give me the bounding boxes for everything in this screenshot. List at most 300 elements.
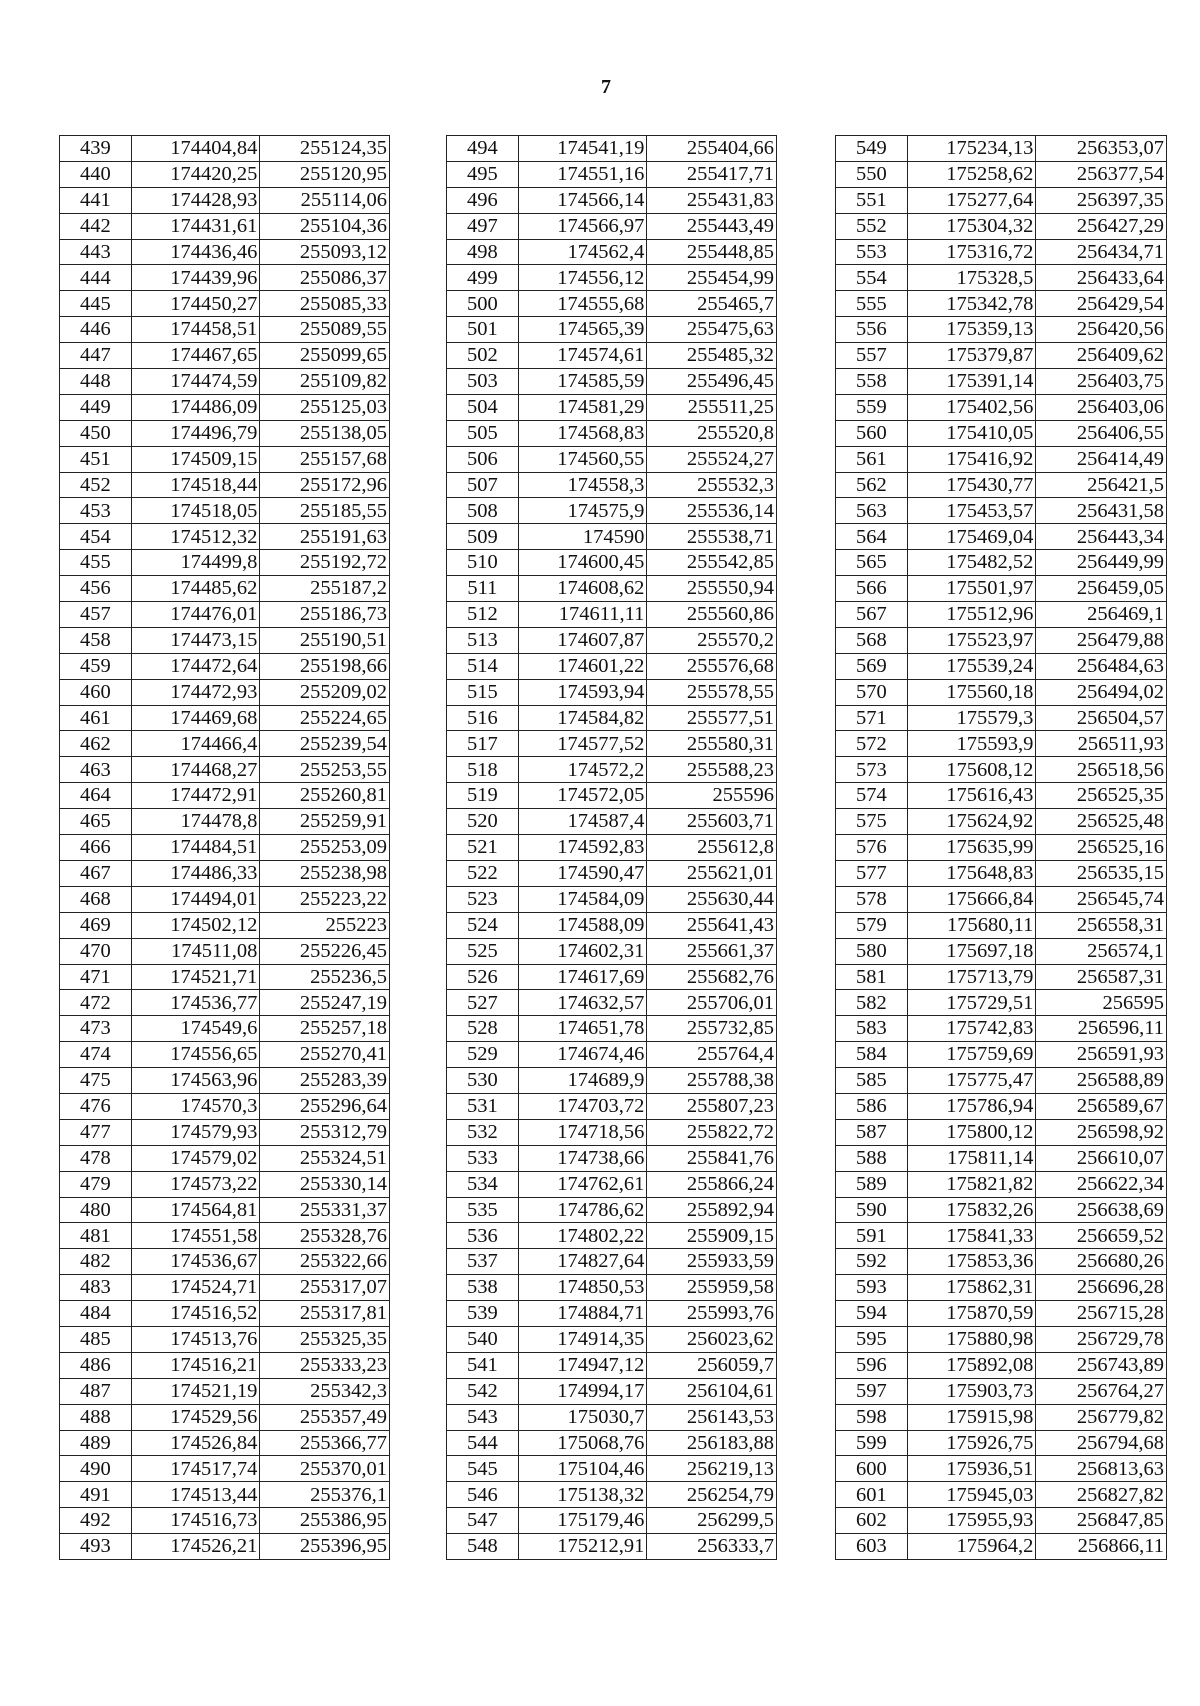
table-row bbox=[60, 1404, 390, 1430]
table-row bbox=[60, 239, 390, 265]
point-number-cell: 569 bbox=[836, 653, 908, 679]
y-coordinate-cell: 256659,52 bbox=[1036, 1223, 1167, 1249]
point-number-cell: 495 bbox=[447, 161, 519, 187]
table-row bbox=[447, 1093, 777, 1119]
y-coordinate-cell: 255396,95 bbox=[260, 1534, 390, 1560]
x-coordinate-cell: 174468,27 bbox=[131, 757, 260, 783]
x-coordinate-cell: 174518,05 bbox=[131, 498, 260, 524]
x-coordinate-cell: 174472,93 bbox=[131, 679, 260, 705]
point-number-cell: 492 bbox=[60, 1508, 132, 1534]
table-row bbox=[447, 394, 777, 420]
point-number-cell: 446 bbox=[60, 317, 132, 343]
table-row bbox=[836, 886, 1167, 912]
y-coordinate-cell: 255465,7 bbox=[647, 291, 777, 317]
y-coordinate-cell: 256059,7 bbox=[647, 1352, 777, 1378]
point-number-cell: 463 bbox=[60, 757, 132, 783]
table-row bbox=[836, 1534, 1167, 1560]
point-number-cell: 459 bbox=[60, 653, 132, 679]
y-coordinate-cell: 255443,49 bbox=[647, 213, 777, 239]
table-row bbox=[60, 1171, 390, 1197]
x-coordinate-cell: 174404,84 bbox=[131, 136, 260, 162]
y-coordinate-cell: 255331,37 bbox=[260, 1197, 390, 1223]
table-row bbox=[447, 1456, 777, 1482]
coordinates-table-3 bbox=[835, 135, 1167, 1560]
table-row bbox=[836, 239, 1167, 265]
point-number-cell: 568 bbox=[836, 627, 908, 653]
y-coordinate-cell: 255328,76 bbox=[260, 1223, 390, 1249]
point-number-cell: 557 bbox=[836, 343, 908, 369]
x-coordinate-cell: 174484,51 bbox=[131, 835, 260, 861]
point-number-cell: 528 bbox=[447, 1016, 519, 1042]
x-coordinate-cell: 174590 bbox=[518, 524, 647, 550]
y-coordinate-cell: 255933,59 bbox=[647, 1249, 777, 1275]
table-row bbox=[60, 394, 390, 420]
table-row bbox=[447, 835, 777, 861]
point-number-cell: 464 bbox=[60, 783, 132, 809]
table-row bbox=[447, 679, 777, 705]
x-coordinate-cell: 174556,12 bbox=[518, 265, 647, 291]
x-coordinate-cell: 174499,8 bbox=[131, 550, 260, 576]
y-coordinate-cell: 256504,57 bbox=[1036, 705, 1167, 731]
y-coordinate-cell: 256595 bbox=[1036, 990, 1167, 1016]
table-row bbox=[836, 265, 1167, 291]
x-coordinate-cell: 175104,46 bbox=[518, 1456, 647, 1482]
point-number-cell: 577 bbox=[836, 860, 908, 886]
point-number-cell: 585 bbox=[836, 1068, 908, 1094]
table-row bbox=[60, 1042, 390, 1068]
y-coordinate-cell: 256511,93 bbox=[1036, 731, 1167, 757]
y-coordinate-cell: 255192,72 bbox=[260, 550, 390, 576]
y-coordinate-cell: 255536,14 bbox=[647, 498, 777, 524]
point-number-cell: 485 bbox=[60, 1326, 132, 1352]
point-number-cell: 476 bbox=[60, 1093, 132, 1119]
point-number-cell: 567 bbox=[836, 602, 908, 628]
y-coordinate-cell: 255448,85 bbox=[647, 239, 777, 265]
y-coordinate-cell: 255157,68 bbox=[260, 446, 390, 472]
point-number-cell: 511 bbox=[447, 576, 519, 602]
point-number-cell: 497 bbox=[447, 213, 519, 239]
y-coordinate-cell: 255370,01 bbox=[260, 1456, 390, 1482]
x-coordinate-cell: 174494,01 bbox=[131, 886, 260, 912]
x-coordinate-cell: 175212,91 bbox=[518, 1534, 647, 1560]
table-row bbox=[836, 602, 1167, 628]
y-coordinate-cell: 256680,26 bbox=[1036, 1249, 1167, 1275]
x-coordinate-cell: 174585,59 bbox=[518, 369, 647, 395]
x-coordinate-cell: 175453,57 bbox=[907, 498, 1036, 524]
coordinates-table-1 bbox=[59, 135, 390, 1560]
table-row bbox=[60, 1456, 390, 1482]
point-number-cell: 594 bbox=[836, 1301, 908, 1327]
point-number-cell: 543 bbox=[447, 1404, 519, 1430]
y-coordinate-cell: 255104,36 bbox=[260, 213, 390, 239]
point-number-cell: 457 bbox=[60, 602, 132, 628]
x-coordinate-cell: 175616,43 bbox=[907, 783, 1036, 809]
y-coordinate-cell: 256696,28 bbox=[1036, 1275, 1167, 1301]
point-number-cell: 523 bbox=[447, 886, 519, 912]
x-coordinate-cell: 175680,11 bbox=[907, 912, 1036, 938]
table-row bbox=[836, 343, 1167, 369]
table-row bbox=[447, 705, 777, 731]
table-row bbox=[60, 990, 390, 1016]
x-coordinate-cell: 174651,78 bbox=[518, 1016, 647, 1042]
x-coordinate-cell: 175713,79 bbox=[907, 964, 1036, 990]
point-number-cell: 512 bbox=[447, 602, 519, 628]
x-coordinate-cell: 174439,96 bbox=[131, 265, 260, 291]
y-coordinate-cell: 255764,4 bbox=[647, 1042, 777, 1068]
x-coordinate-cell: 174762,61 bbox=[518, 1171, 647, 1197]
x-coordinate-cell: 174566,14 bbox=[518, 187, 647, 213]
point-number-cell: 532 bbox=[447, 1119, 519, 1145]
table-row bbox=[60, 136, 390, 162]
table-row bbox=[447, 860, 777, 886]
point-number-cell: 445 bbox=[60, 291, 132, 317]
x-coordinate-cell: 174703,72 bbox=[518, 1093, 647, 1119]
x-coordinate-cell: 175416,92 bbox=[907, 446, 1036, 472]
table-row bbox=[447, 1301, 777, 1327]
point-number-cell: 590 bbox=[836, 1197, 908, 1223]
point-number-cell: 484 bbox=[60, 1301, 132, 1327]
point-number-cell: 579 bbox=[836, 912, 908, 938]
table-row bbox=[836, 1301, 1167, 1327]
x-coordinate-cell: 174526,84 bbox=[131, 1430, 260, 1456]
x-coordinate-cell: 174431,61 bbox=[131, 213, 260, 239]
y-coordinate-cell: 256587,31 bbox=[1036, 964, 1167, 990]
table-row bbox=[836, 1378, 1167, 1404]
table-row bbox=[60, 1275, 390, 1301]
point-number-cell: 468 bbox=[60, 886, 132, 912]
y-coordinate-cell: 255822,72 bbox=[647, 1119, 777, 1145]
y-coordinate-cell: 255866,24 bbox=[647, 1171, 777, 1197]
point-number-cell: 527 bbox=[447, 990, 519, 1016]
x-coordinate-cell: 175328,5 bbox=[907, 265, 1036, 291]
x-coordinate-cell: 174562,4 bbox=[518, 239, 647, 265]
table-row bbox=[60, 731, 390, 757]
x-coordinate-cell: 175926,75 bbox=[907, 1430, 1036, 1456]
x-coordinate-cell: 174632,57 bbox=[518, 990, 647, 1016]
table-row bbox=[60, 317, 390, 343]
point-number-cell: 544 bbox=[447, 1430, 519, 1456]
point-number-cell: 480 bbox=[60, 1197, 132, 1223]
y-coordinate-cell: 255588,23 bbox=[647, 757, 777, 783]
x-coordinate-cell: 175853,36 bbox=[907, 1249, 1036, 1275]
point-number-cell: 591 bbox=[836, 1223, 908, 1249]
table-row bbox=[447, 1430, 777, 1456]
table-row bbox=[60, 1301, 390, 1327]
point-number-cell: 587 bbox=[836, 1119, 908, 1145]
point-number-cell: 596 bbox=[836, 1352, 908, 1378]
x-coordinate-cell: 174850,53 bbox=[518, 1275, 647, 1301]
y-coordinate-cell: 255223 bbox=[260, 912, 390, 938]
point-number-cell: 597 bbox=[836, 1378, 908, 1404]
y-coordinate-cell: 255191,63 bbox=[260, 524, 390, 550]
point-number-cell: 560 bbox=[836, 420, 908, 446]
y-coordinate-cell: 256299,5 bbox=[647, 1508, 777, 1534]
x-coordinate-cell: 175179,46 bbox=[518, 1508, 647, 1534]
point-number-cell: 473 bbox=[60, 1016, 132, 1042]
point-number-cell: 469 bbox=[60, 912, 132, 938]
y-coordinate-cell: 255661,37 bbox=[647, 938, 777, 964]
point-number-cell: 455 bbox=[60, 550, 132, 576]
x-coordinate-cell: 174436,46 bbox=[131, 239, 260, 265]
point-number-cell: 522 bbox=[447, 860, 519, 886]
y-coordinate-cell: 255520,8 bbox=[647, 420, 777, 446]
x-coordinate-cell: 174509,15 bbox=[131, 446, 260, 472]
y-coordinate-cell: 255454,99 bbox=[647, 265, 777, 291]
x-coordinate-cell: 175786,94 bbox=[907, 1093, 1036, 1119]
point-number-cell: 490 bbox=[60, 1456, 132, 1482]
table-row bbox=[60, 1430, 390, 1456]
y-coordinate-cell: 255496,45 bbox=[647, 369, 777, 395]
x-coordinate-cell: 174560,55 bbox=[518, 446, 647, 472]
point-number-cell: 451 bbox=[60, 446, 132, 472]
point-number-cell: 452 bbox=[60, 472, 132, 498]
point-number-cell: 515 bbox=[447, 679, 519, 705]
table-row bbox=[60, 576, 390, 602]
y-coordinate-cell: 255114,06 bbox=[260, 187, 390, 213]
y-coordinate-cell: 255630,44 bbox=[647, 886, 777, 912]
y-coordinate-cell: 256715,28 bbox=[1036, 1301, 1167, 1327]
table-row bbox=[60, 627, 390, 653]
y-coordinate-cell: 256377,54 bbox=[1036, 161, 1167, 187]
table-row bbox=[447, 550, 777, 576]
point-number-cell: 503 bbox=[447, 369, 519, 395]
point-number-cell: 498 bbox=[447, 239, 519, 265]
x-coordinate-cell: 175832,26 bbox=[907, 1197, 1036, 1223]
point-number-cell: 479 bbox=[60, 1171, 132, 1197]
point-number-cell: 472 bbox=[60, 990, 132, 1016]
y-coordinate-cell: 255538,71 bbox=[647, 524, 777, 550]
table-row bbox=[836, 990, 1167, 1016]
y-coordinate-cell: 256827,82 bbox=[1036, 1482, 1167, 1508]
table-row bbox=[836, 1326, 1167, 1352]
table-row bbox=[447, 1482, 777, 1508]
y-coordinate-cell: 256333,7 bbox=[647, 1534, 777, 1560]
x-coordinate-cell: 174584,82 bbox=[518, 705, 647, 731]
point-number-cell: 556 bbox=[836, 317, 908, 343]
table-row bbox=[60, 1352, 390, 1378]
point-number-cell: 467 bbox=[60, 860, 132, 886]
x-coordinate-cell: 174476,01 bbox=[131, 602, 260, 628]
y-coordinate-cell: 255603,71 bbox=[647, 809, 777, 835]
y-coordinate-cell: 256443,34 bbox=[1036, 524, 1167, 550]
y-coordinate-cell: 256622,34 bbox=[1036, 1171, 1167, 1197]
point-number-cell: 535 bbox=[447, 1197, 519, 1223]
y-coordinate-cell: 255253,09 bbox=[260, 835, 390, 861]
point-number-cell: 595 bbox=[836, 1326, 908, 1352]
table-row bbox=[60, 1326, 390, 1352]
y-coordinate-cell: 256406,55 bbox=[1036, 420, 1167, 446]
table-row bbox=[447, 136, 777, 162]
x-coordinate-cell: 174588,09 bbox=[518, 912, 647, 938]
y-coordinate-cell: 256764,27 bbox=[1036, 1378, 1167, 1404]
table-row bbox=[836, 317, 1167, 343]
x-coordinate-cell: 175512,96 bbox=[907, 602, 1036, 628]
x-coordinate-cell: 175234,13 bbox=[907, 136, 1036, 162]
point-number-cell: 447 bbox=[60, 343, 132, 369]
table-row bbox=[836, 1404, 1167, 1430]
table-row bbox=[836, 576, 1167, 602]
y-coordinate-cell: 255253,55 bbox=[260, 757, 390, 783]
table-row bbox=[836, 757, 1167, 783]
table-row bbox=[447, 1042, 777, 1068]
x-coordinate-cell: 174458,51 bbox=[131, 317, 260, 343]
x-coordinate-cell: 175936,51 bbox=[907, 1456, 1036, 1482]
table-row bbox=[836, 1249, 1167, 1275]
point-number-cell: 465 bbox=[60, 809, 132, 835]
x-coordinate-cell: 174592,83 bbox=[518, 835, 647, 861]
point-number-cell: 558 bbox=[836, 369, 908, 395]
y-coordinate-cell: 255682,76 bbox=[647, 964, 777, 990]
table-row bbox=[447, 1068, 777, 1094]
y-coordinate-cell: 255376,1 bbox=[260, 1482, 390, 1508]
y-coordinate-cell: 255198,66 bbox=[260, 653, 390, 679]
x-coordinate-cell: 175955,93 bbox=[907, 1508, 1036, 1534]
table-row bbox=[60, 291, 390, 317]
point-number-cell: 520 bbox=[447, 809, 519, 835]
point-number-cell: 496 bbox=[447, 187, 519, 213]
table-row bbox=[60, 653, 390, 679]
point-number-cell: 601 bbox=[836, 1482, 908, 1508]
point-number-cell: 586 bbox=[836, 1093, 908, 1119]
point-number-cell: 442 bbox=[60, 213, 132, 239]
y-coordinate-cell: 256525,16 bbox=[1036, 835, 1167, 861]
x-coordinate-cell: 174573,22 bbox=[131, 1171, 260, 1197]
point-number-cell: 566 bbox=[836, 576, 908, 602]
x-coordinate-cell: 174466,4 bbox=[131, 731, 260, 757]
x-coordinate-cell: 174472,91 bbox=[131, 783, 260, 809]
table-row bbox=[60, 498, 390, 524]
point-number-cell: 449 bbox=[60, 394, 132, 420]
x-coordinate-cell: 174607,87 bbox=[518, 627, 647, 653]
point-number-cell: 537 bbox=[447, 1249, 519, 1275]
x-coordinate-cell: 175539,24 bbox=[907, 653, 1036, 679]
y-coordinate-cell: 255283,39 bbox=[260, 1068, 390, 1094]
x-coordinate-cell: 175469,04 bbox=[907, 524, 1036, 550]
table-row bbox=[836, 1016, 1167, 1042]
point-number-cell: 574 bbox=[836, 783, 908, 809]
x-coordinate-cell: 175523,97 bbox=[907, 627, 1036, 653]
x-coordinate-cell: 175945,03 bbox=[907, 1482, 1036, 1508]
point-number-cell: 547 bbox=[447, 1508, 519, 1534]
point-number-cell: 559 bbox=[836, 394, 908, 420]
point-number-cell: 521 bbox=[447, 835, 519, 861]
table-row bbox=[60, 705, 390, 731]
table-row bbox=[60, 757, 390, 783]
y-coordinate-cell: 255342,3 bbox=[260, 1378, 390, 1404]
point-number-cell: 460 bbox=[60, 679, 132, 705]
point-number-cell: 530 bbox=[447, 1068, 519, 1094]
x-coordinate-cell: 174502,12 bbox=[131, 912, 260, 938]
point-number-cell: 578 bbox=[836, 886, 908, 912]
x-coordinate-cell: 175402,56 bbox=[907, 394, 1036, 420]
point-number-cell: 477 bbox=[60, 1119, 132, 1145]
y-coordinate-cell: 255706,01 bbox=[647, 990, 777, 1016]
y-coordinate-cell: 255296,64 bbox=[260, 1093, 390, 1119]
y-coordinate-cell: 255226,45 bbox=[260, 938, 390, 964]
table-row bbox=[447, 1145, 777, 1171]
table-row bbox=[447, 1223, 777, 1249]
point-number-cell: 584 bbox=[836, 1042, 908, 1068]
y-coordinate-cell: 256104,61 bbox=[647, 1378, 777, 1404]
coordinates-table-2 bbox=[446, 135, 777, 1560]
table-row bbox=[447, 239, 777, 265]
y-coordinate-cell: 256535,15 bbox=[1036, 860, 1167, 886]
point-number-cell: 441 bbox=[60, 187, 132, 213]
x-coordinate-cell: 175430,77 bbox=[907, 472, 1036, 498]
y-coordinate-cell: 255485,32 bbox=[647, 343, 777, 369]
table-row bbox=[60, 524, 390, 550]
point-number-cell: 501 bbox=[447, 317, 519, 343]
y-coordinate-cell: 256638,69 bbox=[1036, 1197, 1167, 1223]
table-row bbox=[60, 1223, 390, 1249]
y-coordinate-cell: 255238,98 bbox=[260, 860, 390, 886]
y-coordinate-cell: 255807,23 bbox=[647, 1093, 777, 1119]
y-coordinate-cell: 255209,02 bbox=[260, 679, 390, 705]
y-coordinate-cell: 256219,13 bbox=[647, 1456, 777, 1482]
y-coordinate-cell: 256431,58 bbox=[1036, 498, 1167, 524]
y-coordinate-cell: 255322,66 bbox=[260, 1249, 390, 1275]
point-number-cell: 444 bbox=[60, 265, 132, 291]
point-number-cell: 529 bbox=[447, 1042, 519, 1068]
y-coordinate-cell: 255190,51 bbox=[260, 627, 390, 653]
table-row bbox=[836, 1430, 1167, 1456]
y-coordinate-cell: 256589,67 bbox=[1036, 1093, 1167, 1119]
x-coordinate-cell: 174802,22 bbox=[518, 1223, 647, 1249]
y-coordinate-cell: 255317,81 bbox=[260, 1301, 390, 1327]
table-row bbox=[836, 187, 1167, 213]
point-number-cell: 471 bbox=[60, 964, 132, 990]
y-coordinate-cell: 256866,11 bbox=[1036, 1534, 1167, 1560]
point-number-cell: 439 bbox=[60, 136, 132, 162]
point-number-cell: 575 bbox=[836, 809, 908, 835]
y-coordinate-cell: 255324,51 bbox=[260, 1145, 390, 1171]
x-coordinate-cell: 175821,82 bbox=[907, 1171, 1036, 1197]
y-coordinate-cell: 256558,31 bbox=[1036, 912, 1167, 938]
table-row bbox=[836, 136, 1167, 162]
table-row bbox=[836, 679, 1167, 705]
page-number: 7 bbox=[601, 76, 611, 98]
table-row bbox=[60, 602, 390, 628]
point-number-cell: 513 bbox=[447, 627, 519, 653]
y-coordinate-cell: 256743,89 bbox=[1036, 1352, 1167, 1378]
table-row bbox=[60, 1093, 390, 1119]
table-row bbox=[836, 291, 1167, 317]
x-coordinate-cell: 174566,97 bbox=[518, 213, 647, 239]
table-row bbox=[836, 1456, 1167, 1482]
table-row bbox=[447, 1404, 777, 1430]
point-number-cell: 550 bbox=[836, 161, 908, 187]
table-row bbox=[836, 472, 1167, 498]
table-row bbox=[60, 1016, 390, 1042]
point-number-cell: 488 bbox=[60, 1404, 132, 1430]
table-row bbox=[447, 886, 777, 912]
table-row bbox=[60, 446, 390, 472]
y-coordinate-cell: 255560,86 bbox=[647, 602, 777, 628]
y-coordinate-cell: 255404,66 bbox=[647, 136, 777, 162]
point-number-cell: 443 bbox=[60, 239, 132, 265]
table-row bbox=[836, 835, 1167, 861]
point-number-cell: 540 bbox=[447, 1326, 519, 1352]
table-row bbox=[836, 420, 1167, 446]
y-coordinate-cell: 255621,01 bbox=[647, 860, 777, 886]
x-coordinate-cell: 175742,83 bbox=[907, 1016, 1036, 1042]
x-coordinate-cell: 174568,83 bbox=[518, 420, 647, 446]
y-coordinate-cell: 256598,92 bbox=[1036, 1119, 1167, 1145]
y-coordinate-cell: 256434,71 bbox=[1036, 239, 1167, 265]
table-row bbox=[836, 1223, 1167, 1249]
table-row bbox=[60, 472, 390, 498]
y-coordinate-cell: 255959,58 bbox=[647, 1275, 777, 1301]
